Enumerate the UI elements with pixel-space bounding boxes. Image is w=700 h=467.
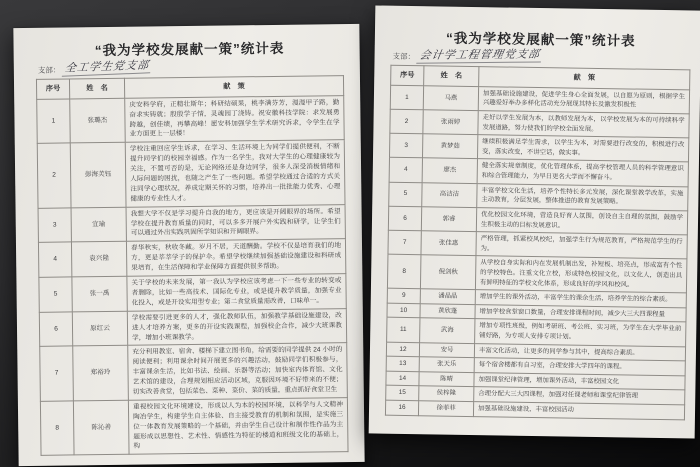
table-row (38, 204, 345, 242)
table-row (39, 308, 346, 346)
student-name: 安号 (419, 342, 474, 357)
branch-handwritten-value: 全工学生党支部 (61, 60, 151, 76)
column-header-no: 序号 (391, 65, 424, 85)
student-name: 高洁洁 (422, 182, 477, 207)
student-name: 彭海芙钰 (70, 143, 126, 208)
row-number: 5 (389, 182, 422, 207)
row-number: 3 (38, 208, 71, 243)
suggestion-text: 继续积极满足学生需求，以学生为本，对需要进行改变的，积极进行改变，落实改变，不讲空话，做实事。 (477, 135, 688, 163)
student-name: 徐菲菲 (418, 401, 473, 416)
branch-label: 支部： (37, 65, 61, 75)
branch-line (392, 49, 690, 67)
student-name: 马燕 (423, 86, 478, 111)
row-number: 13 (386, 356, 419, 371)
row-number: 7 (40, 346, 74, 401)
column-header-name: 姓 名 (424, 66, 479, 87)
page-title: “我为学校发展献一策”统计表 (94, 40, 285, 59)
suggestion-text: 严格管理，抓紧校风校纪，加强学生行为规范教育，严格规范学生的行为。 (476, 232, 687, 260)
student-name: 潘晶晶 (420, 289, 475, 304)
suggestion-text: 丰富文化活动，让更多的同学参与其中，提高综合素质。 (474, 343, 685, 361)
row-number: 1 (390, 85, 423, 110)
suggestion-text: 合理分配大三大四课程，加强对任课老师和课堂纪律管理 (474, 387, 685, 405)
student-name: 武海 (420, 318, 475, 343)
student-name: 袁兴隆 (71, 242, 126, 277)
suggestion-text: 学校需要引进更多的人才，强化教师队伍，加强教学基础设施建设，改进人才培养方案，更多的开设实践课程，加强校企合作，减少大班课教学，增加小班课教学。 (127, 308, 346, 345)
suggestion-text: 优化校园文化环境，营造良好育人氛围，创设自主自理的氛围，鼓励学生积极主动的目标发展意识。 (476, 207, 687, 235)
branch-handwritten-value: 会计学工程管理党支部 (416, 49, 543, 63)
column-header-suggestion: 献 策 (124, 76, 343, 98)
student-name: 陈沁善 (73, 400, 129, 455)
suggestion-text: 每个宿舍楼都有自习室，合理安排大学四年的课程。 (474, 358, 685, 376)
suggestion-text: 学校注重回应学生诉求，在学习、生活环境上为同学们提供便利，不断提升同学们的校园幸福感。作为一名学生，我对大学生的心理健康较为关注，不置可否的是，无论网络还是身边同学，很多人深受消极情绪和人际问题的困扰，也随之产生了一些问题。希望学校通过合适的方式关注同学心理状况，养成定期关怀的习惯，培养出一批批能力优秀、心理健康的专业性人才。 (125, 140, 345, 207)
row-number: 8 (387, 255, 421, 289)
suggestion-text: 关于学校的未来发展，第一我认为学校应该考虑一下一些专业的转变或者删除，比如一些高技术、国际化专业，或是提升教学质量，加强专业化投入，或是开设实用型专业；第二食堂质量需改善，口味单一。 (127, 274, 346, 311)
student-name: 张天乐 (419, 357, 474, 372)
table-row (37, 95, 345, 143)
student-name: 倪剑秋 (420, 255, 476, 290)
suggestion-text: 加强课堂纪律管理，增加课外活动，丰富校园文化 (474, 372, 685, 390)
table-body (37, 95, 348, 455)
suggestion-text: 从学校自身实际和内在发展机制出发，补短板、培亮点，形成富有个性的学校特色。注重文化立校，形成特色校园文化，以文化人，创造出具有鲜明特征的学校文化体系，形成良好的学风和校风。 (475, 256, 687, 293)
row-number: 16 (385, 400, 418, 415)
suggestion-text: 健全落实规章制度，优化管理体系，提高学校管理人员的科学管理意识和综合管理能力，为早日更名大学而不懈奋斗。 (477, 159, 688, 187)
student-name: 陈晴 (419, 372, 474, 387)
document-page-right (369, 5, 700, 438)
suggestion-text: 加强基础设施建设，丰富校园活动 (473, 402, 684, 420)
student-name: 张佳惠 (421, 231, 476, 256)
row-number: 7 (388, 230, 421, 255)
page-title: “我为学校发展献一策”统计表 (446, 30, 636, 49)
table-row (38, 239, 345, 277)
row-number: 6 (39, 312, 72, 347)
student-name: 廖杰 (422, 158, 477, 183)
row-number: 1 (37, 99, 71, 144)
suggestion-text: 重视校园文化环境建设，形成以人为本的校园环境，以科学与人文精神陶冶学生，构建学生自主体验、自主接受教育的机制和氛围，是实施三位一体教育发展策略的一个基础，并由学生自己设计和制作性作品为主题形成以思想性、艺术性、情感性为特征的楼道和班级文化的基础上，构 (128, 397, 348, 454)
table-row (40, 343, 348, 401)
student-name: 原红云 (72, 311, 127, 346)
row-number: 6 (388, 206, 421, 231)
row-number: 3 (389, 133, 422, 158)
suggestion-text: 增加学校食堂窗口数量，合理安排课程时间，减少大三大四课程量 (475, 304, 686, 322)
row-number: 9 (387, 288, 420, 303)
row-number: 2 (37, 143, 71, 208)
student-name: 黄欣蓬 (420, 303, 475, 318)
suggestion-text: 增加专项性班级，例如考研班、考公班、实习班，为学生在大学毕业前铺好路，为专项人安排专项计划。 (475, 319, 686, 347)
row-number: 4 (38, 242, 71, 277)
table-row (37, 140, 345, 208)
row-number: 14 (386, 371, 419, 386)
student-name: 宜瑜 (71, 207, 126, 242)
document-page-left (13, 24, 364, 466)
suggestion-text: 走好以学生发展为本，以教师发展为本，以学校发展为本的可持续科学发展道路，努力使我们的学校全面发展。 (478, 111, 689, 139)
student-name: 张一禹 (72, 276, 127, 311)
suggestion-text: 增加学生的课外活动，丰富学生的课余生活，培养学生的综合素质。 (475, 290, 686, 308)
student-name: 黄梦茹 (422, 134, 477, 159)
row-number: 15 (386, 386, 419, 401)
branch-line (38, 59, 344, 76)
column-header-no: 序号 (36, 79, 69, 99)
student-name: 张璐杰 (70, 98, 126, 143)
suggestion-text: 充分利用教室、宿舍、楼梯下建立图书角，给需要的同学提供 24 小时的阅读便利；利用课余时间开展更多的兴趣活动，鼓励同学们积极参与，丰富课余生活，比如书法、绘画、乐器等活动；加快室内体育馆、文化艺术馆的建设，合理规划相应活动区域，克服因环境不好带来的不便；切实改善食堂，包括菜色、菜种、菜价、菜的质量，重点抓好食堂卫生 (128, 343, 348, 400)
branch-label: 支部： (392, 51, 416, 62)
row-number: 10 (387, 303, 420, 318)
suggestion-text: 庆安科学府，正精壮斯年；科研结硕果，桃李满芬芳，漫漫甲子路，勤奋求实铸就；殷殷学子情，灵魂园丁浇铸。祝安徽科技学院：求发展勇跨越，创佳绩，再攀高峰！愿安科加强学生学术研究诉求，令学生在学业方面更上一层楼！ (125, 95, 345, 142)
suggestion-text: 加强基础设施建设，促进学生身心全面发展，以自愿为原则，根据学生兴趣爱好举办多样化活动充分展现其特长及激发积极性 (478, 86, 689, 114)
statistics-table (385, 65, 690, 420)
row-number: 12 (386, 342, 419, 357)
table-body (385, 85, 689, 419)
row-number: 8 (40, 401, 74, 456)
student-name: 郭睿 (421, 207, 476, 232)
student-name: 张雨婷 (423, 110, 478, 135)
row-number: 5 (39, 277, 72, 312)
column-header-suggestion: 献 策 (479, 67, 690, 90)
table-row (387, 255, 686, 294)
student-name: 郑裕玲 (73, 346, 129, 401)
suggestion-text: 丰富学校文化生活，培养个性特长多元发展，深化课堂教学改革，实施主动教育，分层发展，整体推进的教育发展策略。 (477, 183, 688, 211)
suggestion-text: 我想大学不仅是学习提升自我的地方，更应该是开阔眼界的场所。希望学校在提升教育质量的同时，可以多多开展户外实践和研学，让学生们可以通过外出实践巩固所学知识和开阔眼界。 (126, 204, 345, 241)
column-header-name: 姓 名 (69, 78, 124, 98)
statistics-table (36, 75, 349, 456)
table-row (40, 397, 348, 455)
row-number: 4 (389, 158, 422, 183)
row-number: 2 (390, 109, 423, 134)
student-name: 侯梓隆 (419, 386, 474, 401)
row-number: 11 (387, 318, 420, 343)
suggestion-text: 春华秋实，秋收冬藏。岁月不居，天道酬勤。学校不仅是培育我们的地方，更是莘莘学子的保护伞。希望学校继续加强基础设施建设和科研成果培育，在生活保障和学业保障方面提供很多帮助。 (126, 239, 345, 276)
table-row (39, 274, 346, 312)
